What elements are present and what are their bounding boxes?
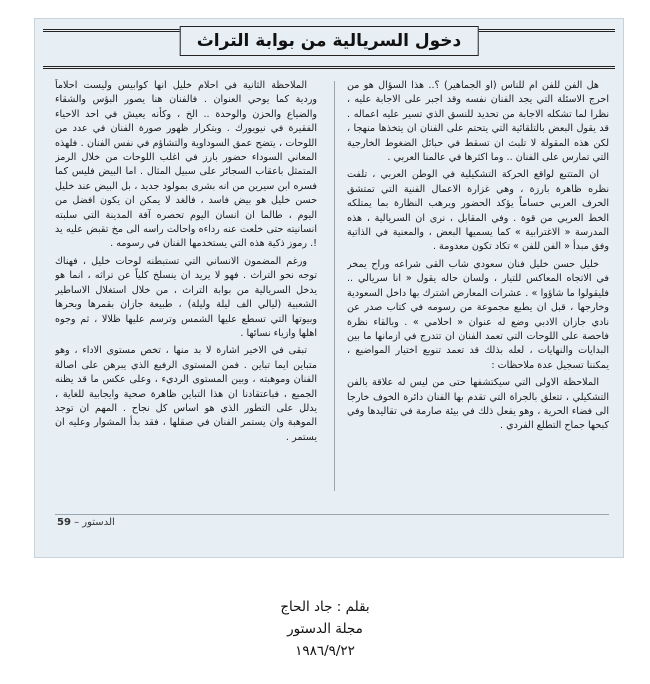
page-folio: الدستور – 59 <box>57 517 115 528</box>
folio-page-number: 59 <box>57 517 71 528</box>
headline-bar <box>43 29 615 69</box>
publication-line: مجلة الدستور <box>287 621 363 637</box>
clipping-caption <box>0 596 650 662</box>
paragraph: هل الفن للفن ام للناس (او الجماهير) ؟.. هذا السؤال هو من احرج الاسئلة التي يجد الفنان نفسه وقد اجبر على الاجابة عليه ، نظرا لما تشكله الاجابة من تحديد للنسق الذي تسير عليه اعماله . قد يقول البعض بالتلقائية التي يتحتم على الفنان ان يتخذها منهجا ، لكن هذه المقولة لا تلبث ان تسقط في حبائل الضغوط الخارجية التي تمارس على الفنان .. وما اكثرها في عالمنا العربي . <box>347 80 609 164</box>
footer-rule <box>55 514 609 515</box>
folio-magazine: الدستور <box>82 517 115 528</box>
paragraph: خليل حسن خليل فنان سعودي شاب القى شراعه وراح يمخر في الاتجاه المعاكس للتيار ، ولسان حاله يقول « انا سريالي .. فليقولوا ما شاؤوا » . عشرات المعارض اشترك بها داخل السعودية وخارجها ، قبل ان يطبع مجموعة من رسومه في كتاب صدر عن نادي جازان الادبي وضع له عنوان « احلامي » . وبالقاء نظرة فاحصة على اللوحات التي تعمد الفنان ان تتدرج في ازمانها ما بين البدايات والنهايات ، لعله بذلك قد تعمد تنويع اختيار المواضيع ، يمكننا تسجيل عدة ملاحظات : <box>347 258 609 371</box>
paragraph: الملاحظة الثانية في احلام خليل انها كوابيس وليست احلاماً وردية كما يوحي العنوان . فالفنان هنا يصور البؤس والشقاء والضياع والحزن والوحدة .. الخ ، وكأنه يعيش في احد الاحياء الفقيرة في نيويورك . وبتكرار ظهور صورة الفنان في عدد من اللوحات ، يتضح عمق السوداوية والتشاؤم في نفس الفنان . فلهذه المعاني السوداء حضور بارز في اغلب اللوحات من خلال الرمز المتمثل باعقاب السجائر على سبيل المثال . اما البيض فليس كما فسره ابن سيرين من انه بشرى بمولود جديد ، بل البيض عند خليل حسن خليل هو بيض فاسد ، فالغد لا يمكن ان يكون افضل من اليوم ، طالما ان انسان اليوم تحصره آفة المدينة التي سلبته انسانيته حتى خلعت عنه رداءه واحالت راسه الى مخ تقبض عليه يد !. رموز ذكية هذه التي يستخدمها الفنان في رسومه . <box>55 80 317 250</box>
author-line: بقلم : جاد الحاج <box>280 599 370 615</box>
paragraph: ورغم المضمون الانساني التي تستبطنه لوحات خليل ، فهناك توجه نحو التراث . فهو لا يريد ان ينسلخ كلياً عن تراثه ، انما هو يدخل السريالية من بوابة التراث ، من خلال استغلال الاساطير الشعبية (ليالي الف ليلة وليلة) ، طبيعة جازان بقمرها وبحرها وبيوتها التي تسطع عليها الشمس وترسم عليها ظلالا ، ثم وجوه اهلها وازياء نسائها . <box>55 255 317 339</box>
newspaper-clipping <box>34 18 624 558</box>
right-column <box>347 79 609 499</box>
paragraph: تبقى في الاخير اشارة لا بد منها ، تخص مستوى الاداء ، وهو متباين ايما تباين . فمن المستوى الرفيع الذي يبرهن على اصالة الفنان وموهبته ، وبين المستوى الرديء ، وعلى عكس ما قد يظنه الجميع ، فباعتقادنا ان هذا التباين ظاهرة صحية وايجابية للغاية ، يدلل على التطور الذي هو اساس كل نجاح . المهم ان توجد الموهبة وان يستمر الفنان في صقلها ، فقد بدأ المشوار وعليه ان يستمر . <box>55 345 317 443</box>
article-columns <box>55 79 609 489</box>
left-column <box>55 79 317 499</box>
column-divider <box>334 81 335 491</box>
paragraph: الملاحظة الاولى التي سيكتشفها حتى من ليس له علاقة بالفن التشكيلي ، تتعلق بالجراة التي تقدم بها الفنان دائرة الخوف خارجا الى فضاء الحرية ، وهو يفعل ذلك في بيئة صارمة في تقاليدها وفي كبحها جماح التطلع الفردي . <box>347 377 609 432</box>
article-title: دخول السريالية من بوابة التراث <box>180 26 479 56</box>
date-line: ١٩٨٦/٩/٢٢ <box>295 643 355 659</box>
paragraph: ان المتتبع لواقع الحركة التشكيلية في الوطن العربي ، تلفت نظره ظاهرة بارزة ، وهي غزارة الاعمال الفنية التي تمتشق الحرف العربي حساماً يؤكد الحضور ويرهب النظارة بما يمتلكه الخط العربي من قوة . وفي المقابل ، نرى ان السريالية ، هذه المدرسة « الاغترابية » كما يسميها البعض ، والمعنية في الذاتية وفق مبدأ « الفن للفن » تكاد تكون معدومة . <box>347 169 609 253</box>
